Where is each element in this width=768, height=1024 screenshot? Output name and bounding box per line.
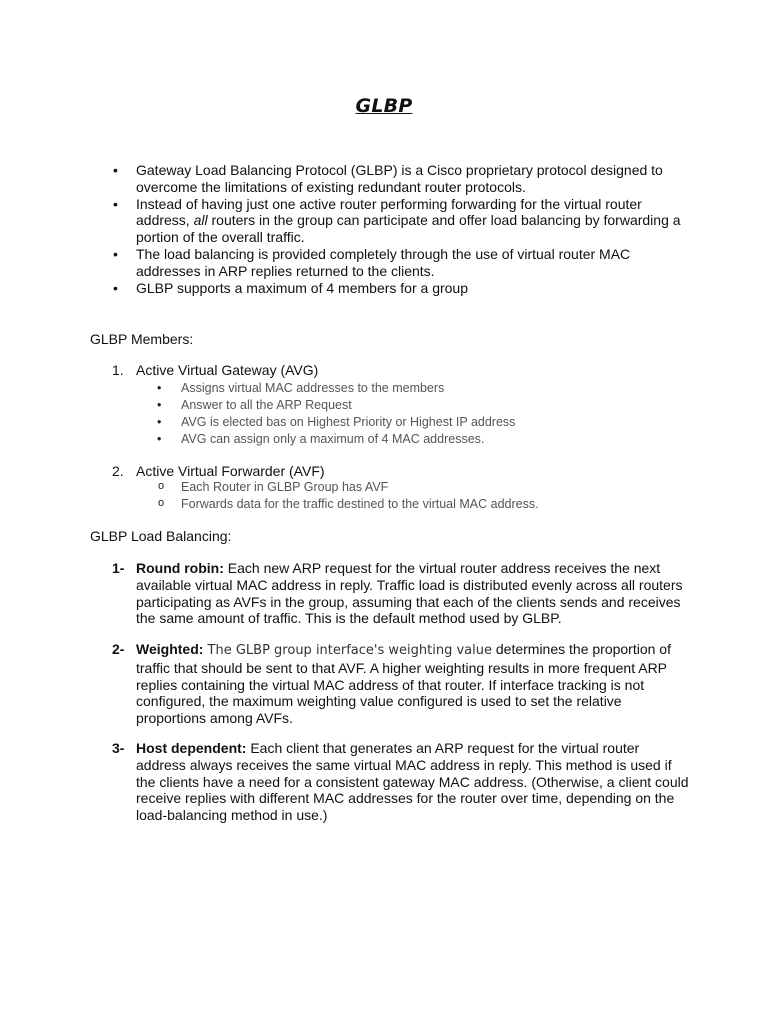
member-number: 2. [112,463,124,479]
members-heading: GLBP Members: [90,331,194,347]
avg-point: • Answer to all the ARP Request [181,397,701,414]
intro-bullet [136,196,696,246]
avg-point-list [181,380,701,448]
member-avf-heading [112,463,325,480]
member-number: 1. [112,362,124,378]
lb-method-marker: 1- [112,560,125,576]
lb-method-marker: 3- [112,740,125,756]
avg-point: • Assigns virtual MAC addresses to the members [181,380,701,397]
avf-point: o Each Router in GLBP Group has AVF [181,479,701,496]
lb-method-text: determines the proportion of traffic that should be sent to that AVF. A higher weighting results in more frequent ARP replies containing the virtual MAC address of that router. If interface tracking is not configured, the maximum weighting value configured is used to set the relative proportions among AVFs. [136,641,671,727]
lb-method-round-robin [112,560,692,627]
intro-bullet-text: Instead of having just one active router performing forwarding for the virtual router address, [136,195,642,229]
lb-method-weighted [112,641,692,727]
avg-point: • AVG is elected bas on Highest Priority or Highest IP address [181,414,701,431]
lb-method-term: Host dependent: [136,740,247,756]
intro-bullet-emphasis: all [193,212,208,229]
member-label: Active Virtual Gateway (AVG) [136,362,319,378]
lb-method-term: Weighted: [136,641,204,657]
load-balancing-heading: GLBP Load Balancing: [90,528,232,544]
lb-method-marker: 2- [112,641,125,657]
avg-point: • AVG can assign only a maximum of 4 MAC addresses. [181,431,701,448]
avf-point: o Forwards data for the traffic destined to the virtual MAC address. [181,496,701,513]
intro-bullet: • Gateway Load Balancing Protocol (GLBP) is a Cisco proprietary protocol designed to overcome the limitations of existing redundant router protocols. [136,162,696,196]
intro-bullet-list [136,162,696,296]
lb-method-text: Each new ARP request for the virtual router address receives the next available virtual MAC address in reply. Traffic load is distributed evenly across all routers participating as AVFs in the group, assuming that each of the clients sends and receives the same amount of traffic. This is the default method used by GLBP. [136,560,683,627]
lb-method-text: Each client that generates an ARP request for the virtual router address always receives the same virtual MAC address in reply. This method is used if the clients have a need for a consistent gateway MAC address. (Otherwise, a client could receive replies with different MAC addresses for the router over time, depending on the load-balancing method in use.) [136,740,689,824]
avf-point-list [181,479,701,513]
lb-method-term: Round robin: [136,560,224,576]
lb-method-host-dependent [112,740,692,824]
intro-bullet-text: routers in the group can participate and offer load balancing by forwarding a portion of the overall traffic. [136,212,681,246]
lb-method-lead: The GLBP group interface's weighting value [203,643,492,658]
page-title: GLBP [355,95,413,117]
member-label: Active Virtual Forwarder (AVF) [136,463,325,479]
member-avg-heading [112,362,318,379]
intro-bullet: • The load balancing is provided completely through the use of virtual router MAC addresses in ARP replies returned to the clients. [136,246,696,280]
intro-bullet: • GLBP supports a maximum of 4 members for a group [136,280,696,297]
